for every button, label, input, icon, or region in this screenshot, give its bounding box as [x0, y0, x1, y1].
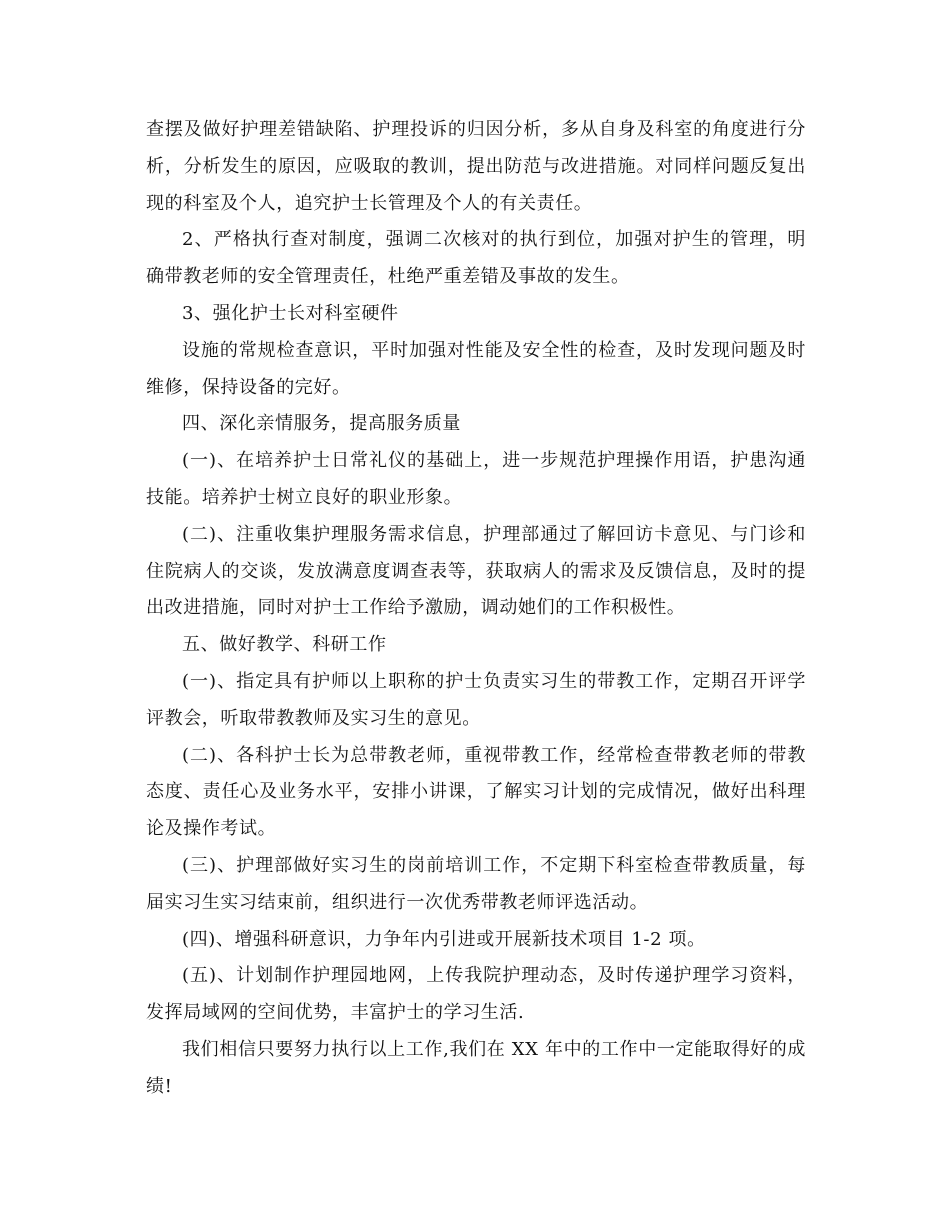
paragraph-13: (五)、计划制作护理园地网，上传我院护理动态，及时传递护理学习资料，发挥局域网的空间优势，丰富护士的学习生活. [146, 965, 806, 1024]
section-heading-4: 四、深化亲情服务，提高服务质量 [182, 413, 461, 435]
paragraph-6: (一)、在培养护士日常礼仪的基础上，进一步规范护理操作用语，护患沟通技能。培养护士树立良好的职业形象。 [146, 450, 806, 508]
paragraph-3: 3、强化护士长对科室硬件 [182, 302, 399, 324]
section-heading-5: 五、做好教学、科研工作 [182, 634, 387, 656]
paragraph-12: (四)、增强科研意识，力争年内引进或开展新技术项目 1-2 项。 [182, 928, 706, 950]
paragraph-7: (二)、注重收集护理服务需求信息，护理部通过了解回访卡意见、与门诊和住院病人的交谈，发放满意度调查表等，获取病人的需求及反馈信息，及时的提出改进措施，同时对护士工作给予激励，调动她们的工作积极性。 [146, 523, 806, 619]
paragraph-2: 2、严格执行查对制度，强调二次核对的执行到位，加强对护生的管理，明确带教老师的安全管理责任，杜绝严重差错及事故的发生。 [146, 229, 806, 288]
paragraph-9: (一)、指定具有护师以上职称的护士负责实习生的带教工作，定期召开评学评教会，听取带教教师及实习生的意见。 [146, 670, 806, 729]
paragraph-1: 查摆及做好护理差错缺陷、护理投诉的归因分析，多从自身及科室的角度进行分析，分析发生的原因，应吸取的教训，提出防范与改进措施。对同样问题反复出现的科室及个人，追究护士长管理及个人的有关责任。 [146, 119, 806, 214]
document-body [146, 112, 806, 1106]
paragraph-11: (三)、护理部做好实习生的岗前培训工作，不定期下科室检查带教质量，每届实习生实习结束前，组织进行一次优秀带教老师评选活动。 [146, 854, 806, 913]
paragraph-10: (二)、各科护士长为总带教老师，重视带教工作，经常检查带教老师的带教态度、责任心及业务水平，安排小讲课，了解实习计划的完成情况，做好出科理论及操作考试。 [146, 744, 806, 840]
closing-paragraph: 我们相信只要努力执行以上工作,我们在 XX 年中的工作中一定能取得好的成绩! [146, 1038, 806, 1097]
paragraph-4: 设施的常规检查意识，平时加强对性能及安全性的检查，及时发现问题及时维修，保持设备的完好。 [146, 339, 806, 398]
